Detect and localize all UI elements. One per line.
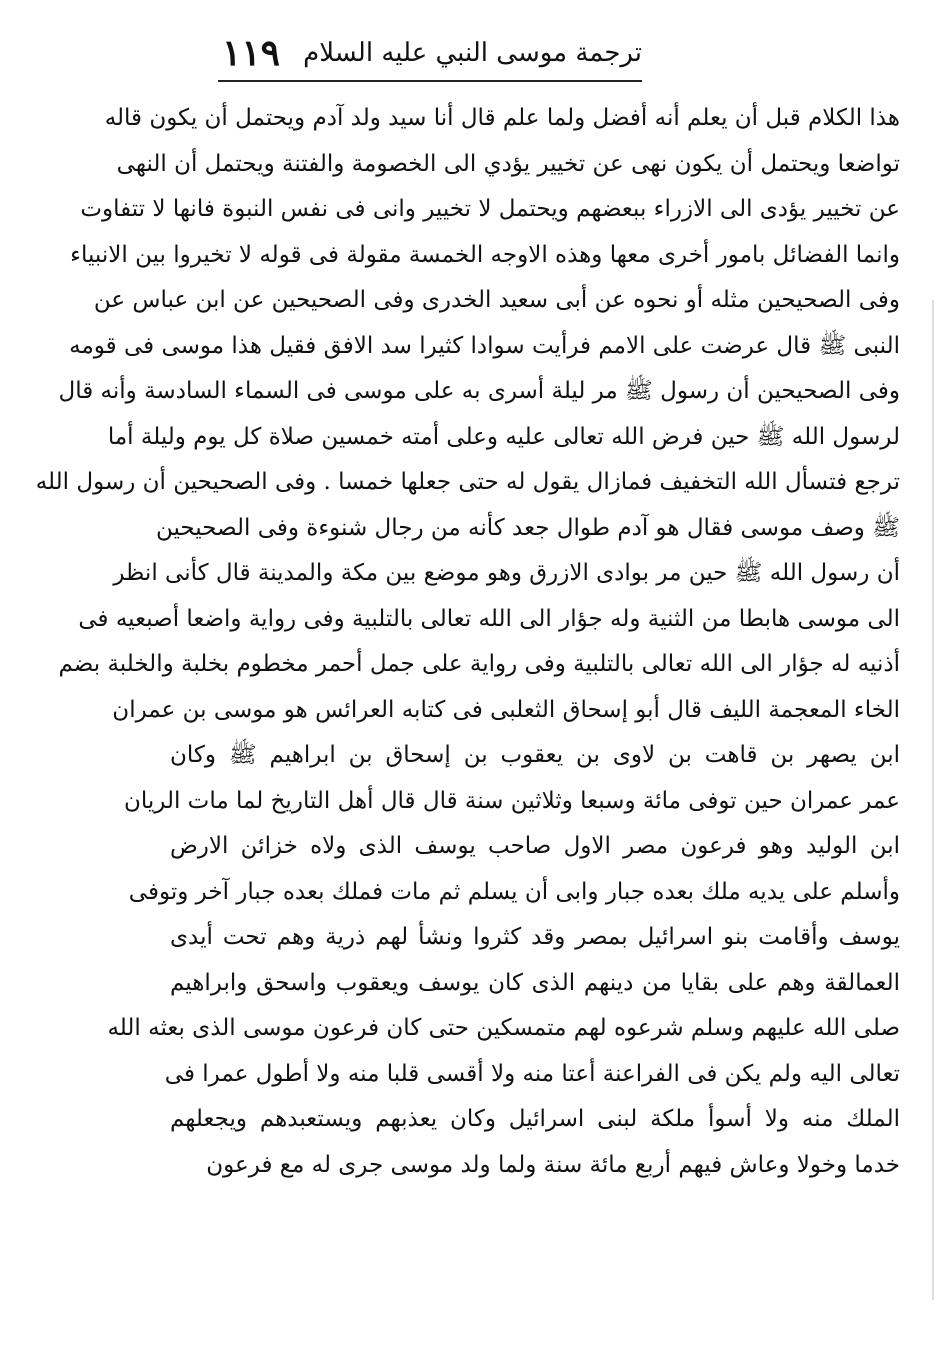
text-line: الى موسى هابطا من الثنية وله جؤار الى الله تعالى بالتلبية وفى رواية واضعا أصبعيه فى — [78, 605, 900, 632]
text-line: ﷺ وصف موسى فقال هو آدم طوال جعد كأنه من رجال شنوءة وفى الصحيحين — [155, 514, 900, 541]
text-line: العمالقة وهم على بقايا من دينهم الذى كان يوسف ويعقوب واسحق وابراهيم — [170, 969, 900, 996]
text-line: أذنيه له جؤار الى الله تعالى بالتلبية وفى رواية على جمل أحمر مخطوم بخلبة والخلبة بضم — [58, 651, 900, 677]
text-line: ابن الوليد وهو فرعون مصر الاول صاحب يوسف الذى ولاه خزائن الارض — [170, 833, 900, 859]
text-line: تعالى اليه ولم يكن فى الفراعنة أعتا منه ولا أقسى قلبا منه ولا أطول عمرا فى — [164, 1060, 900, 1087]
binding-edge — [932, 300, 934, 1300]
body-text — [35, 96, 900, 1188]
page-number: ١١٩ — [222, 32, 281, 74]
text-line: النبى ﷺ قال عرضت على الامم فرأيت سوادا كثيرا سد الافق فقيل هذا موسى فى قومه — [69, 332, 900, 359]
text-line: ترجع فتسأل الله التخفيف فمازال يقول له حتى جعلها خمسا . وفى الصحيحين أن رسول الله — [35, 469, 900, 495]
text-line: وفى الصحيحين أن رسول ﷺ مر ليلة أسرى به على موسى فى السماء السادسة وأنه قال — [58, 378, 900, 404]
text-line: يوسف وأقامت بنو اسرائيل بمصر وقد كثروا ونشأ لهم ذرية وهم تحت أيدى — [170, 924, 900, 950]
header-title: ترجمة موسى النبي عليه السلام — [303, 38, 642, 68]
text-line: هذا الكلام قبل أن يعلم أنه أفضل ولما علم قال أنا سيد ولد آدم ويحتمل أن يكون قاله — [104, 105, 900, 131]
text-line: الملك منه ولا أسوأ ملكة لبنى اسرائيل وكان يعذبهم ويستعبدهم ويجعلهم — [170, 1106, 900, 1132]
text-line: وفى الصحيحين مثله أو نحوه عن أبى سعيد الخدرى وفى الصحيحين عن ابن عباس عن — [93, 287, 900, 313]
text-line: لرسول الله ﷺ حين فرض الله تعالى عليه وعلى أمته خمسين صلاة كل يوم وليلة أما — [107, 423, 900, 450]
text-line: خدما وخولا وعاش فيهم أربع مائة سنة ولما ولد موسى جرى له مع فرعون — [206, 1151, 900, 1178]
text-line: صلى الله عليهم وسلم شرعوه لهم متمسكين حتى كان فرعون موسى الذى بعثه الله — [107, 1015, 900, 1041]
running-header — [222, 30, 642, 82]
text-line: وانما الفضائل بامور أخرى معها وهذه الاوجه الخمسة مقولة فى قوله لا تخيروا بين الانبياء — [70, 241, 900, 268]
text-line: أن رسول الله ﷺ حين مر بوادى الازرق وهو موضع بين مكة والمدينة قال كأنى انظر — [113, 560, 900, 586]
text-line: ابن يصهر بن قاهت بن لاوى بن يعقوب بن إسحاق بن ابراهيم ﷺ وكان — [170, 742, 900, 768]
text-line: وأسلم على يديه ملك بعده جبار وابى أن يسلم ثم مات فملك بعده جبار آخر وتوفى — [128, 878, 900, 905]
text-line: عن تخيير يؤدى الى الازراء ببعضهم ويحتمل لا تخيير وانى فى نفس النبوة فانها لا تتفاوت — [80, 196, 900, 222]
text-line: الخاء المعجمة الليف قال أبو إسحاق الثعلبى فى كتابه العرائس هو موسى بن عمران — [112, 696, 900, 723]
text-line: عمر عمران حين توفى مائة وسبعا وثلاثين سنة قال قال أهل التاريخ لما مات الريان — [123, 787, 900, 814]
text-line: تواضعا ويحتمل أن يكون نهى عن تخيير يؤدي الى الخصومة والفتنة ويحتمل أن النهى — [116, 150, 900, 177]
header-rule — [218, 80, 642, 82]
